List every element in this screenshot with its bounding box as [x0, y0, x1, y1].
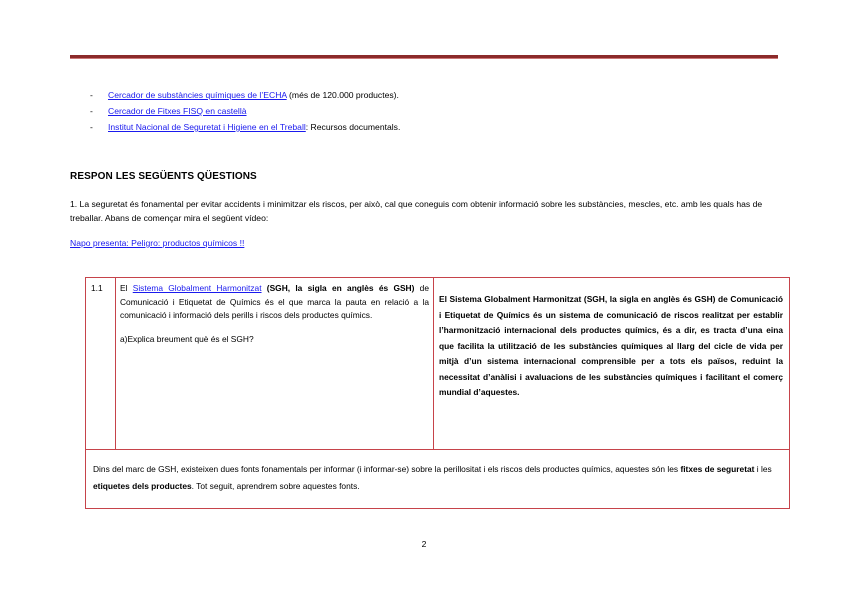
link-suffix: (més de 120.000 productes). — [286, 90, 399, 100]
footer-bold-2: etiquetes dels productes — [93, 481, 192, 491]
insht-link[interactable]: Institut Nacional de Seguretat i Higiene en el Treball — [108, 122, 306, 132]
video-line — [70, 238, 244, 248]
list-item — [90, 87, 400, 103]
link-suffix: : Recursos documentals. — [305, 122, 401, 132]
sgh-link[interactable]: Sistema Globalment Harmonitzat — [132, 283, 262, 293]
question-pre: El — [120, 283, 133, 293]
question-number: 1.1 — [86, 278, 116, 450]
footer-text-3: . Tot seguit, aprendrem sobre aquestes fonts. — [191, 481, 360, 491]
section-heading: RESPON LES SEGÜENTS QÜESTIONS — [70, 171, 257, 182]
intro-paragraph: 1. La seguretat és fonamental per evitar accidents i minimitzar els riscos, per això, cal que coneguis com obtenir informació sobre les substàncies, mescles, etc. amb les quals has de treballar. Abans de començar mira el següent vídeo: — [70, 199, 763, 223]
question-text — [120, 282, 429, 323]
bullet-dash: - — [90, 90, 93, 100]
video-link[interactable]: Napo presenta: Peligro: productos químicos !! — [70, 238, 245, 248]
header-rule — [70, 55, 778, 59]
resource-links-list — [90, 87, 400, 135]
bullet-dash: - — [90, 106, 93, 116]
echa-search-link[interactable]: Cercador de substàncies químiques de l’ECHA — [108, 90, 287, 100]
footer-row — [86, 450, 790, 509]
footer-text-1: Dins del marc de GSH, existeixen dues fonts fonamentals per informar (i informar-se) sobre la perillositat i els riscos dels productes químics, aquestes són les — [93, 464, 681, 474]
page-number: 2 — [421, 539, 427, 549]
question-bold: (SGH, la sigla en anglès és GSH) — [261, 283, 415, 293]
question-rest: de Comunicació i Etiquetat de Químics és el que marca la pauta en relació a la comunicació i informació dels perills i riscos dels productes químics. — [120, 283, 429, 320]
question-row — [86, 278, 790, 450]
fisq-search-link[interactable]: Cercador de Fitxes FISQ en castellà — [108, 106, 247, 116]
answer-cell[interactable]: El Sistema Globalment Harmonitzat (SGH, la sigla en anglès és GSH) de Comunicació i Etiquetat de Químics és un sistema de comunicació de riscos realitzat per establir l’harmonització internacional dels productes químics, és a dir, es tracta d’una eina que facilita la utilització de les substàncies químiques al llarg del cicle de vida per mitjà d’un sistema internacional comprensible per a tots els països, reduint la necessitat d’anàlisi i avaluacions de les substàncies químiques i facilitant el comerç mundial d’aquestes. — [434, 278, 790, 450]
sub-question: a)Explica breument què és el SGH? — [120, 333, 254, 344]
bullet-dash: - — [90, 122, 93, 132]
list-item — [90, 103, 400, 119]
footer-cell — [86, 450, 790, 509]
list-item — [90, 119, 400, 135]
footer-text-2: i les — [754, 464, 772, 474]
question-table — [85, 277, 790, 509]
question-cell — [116, 278, 434, 450]
footer-bold-1: fitxes de seguretat — [680, 464, 755, 474]
